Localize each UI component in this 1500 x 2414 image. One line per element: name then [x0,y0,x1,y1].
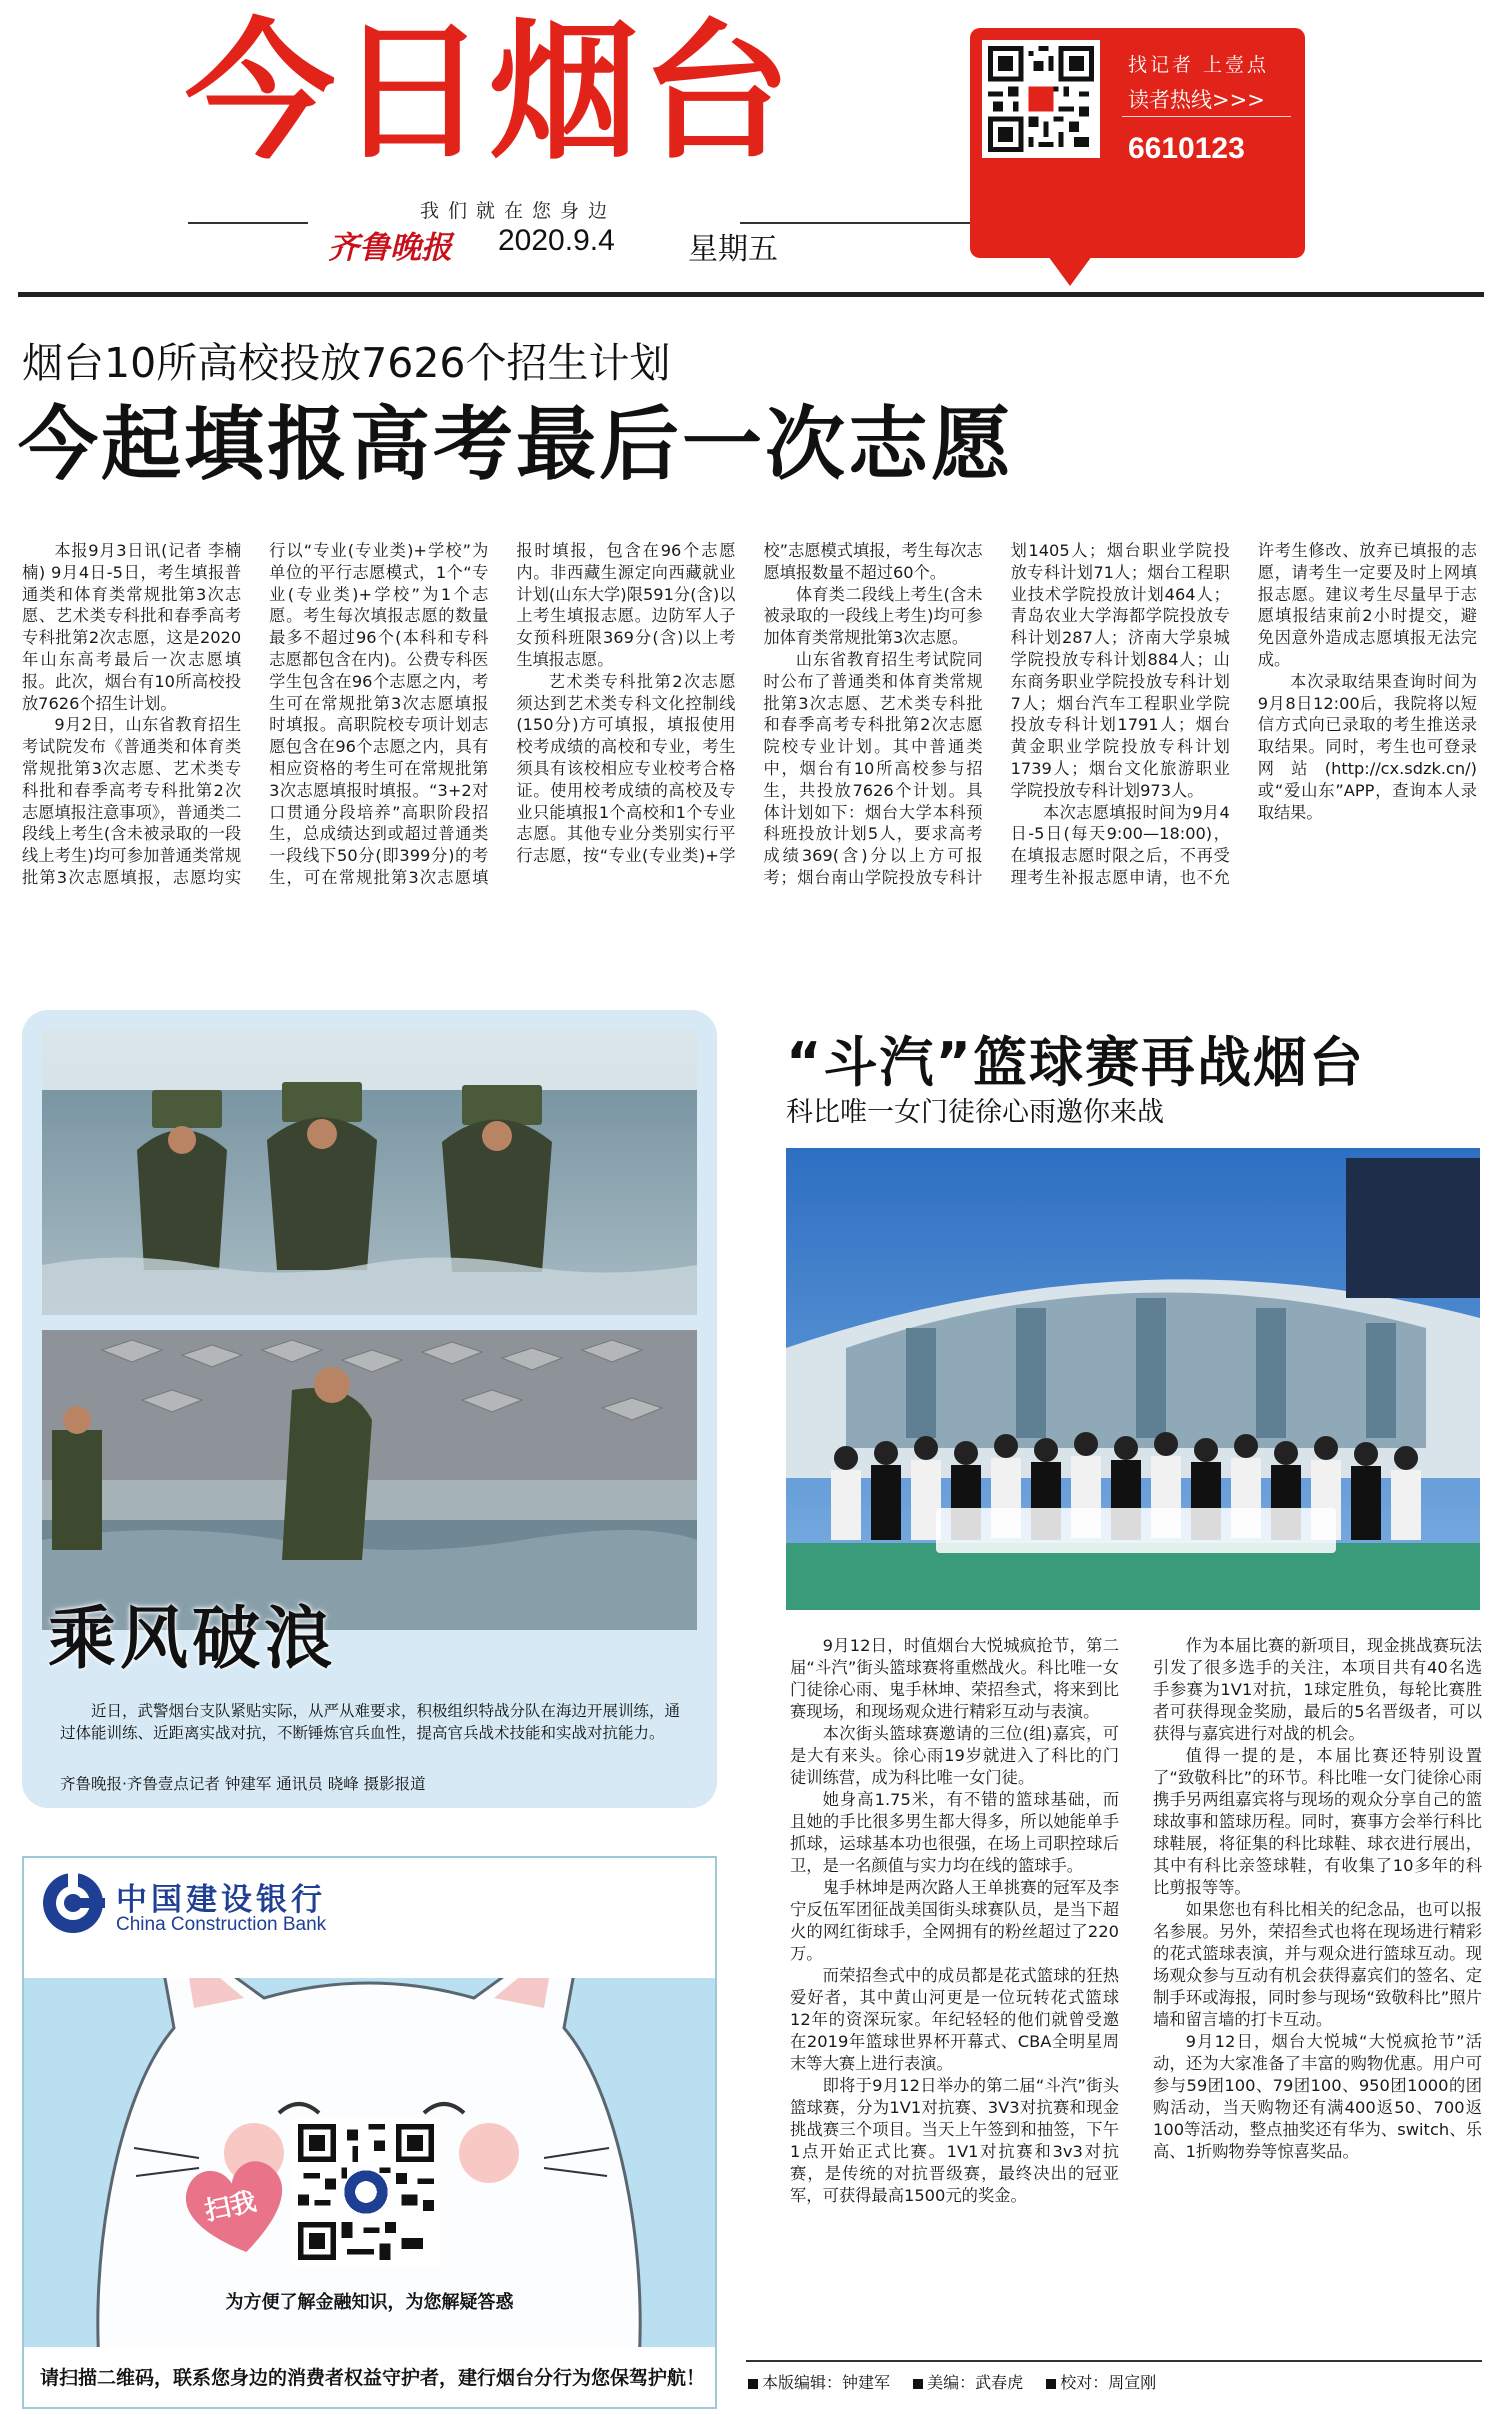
square-bullet-icon [1046,2379,1056,2389]
bank-name-en: China Construction Bank [116,1914,327,1935]
square-bullet-icon [748,2379,758,2389]
lead-paragraph: 本次志愿填报时间为9月4日-5日(每天9:00—18:00)，在填报志愿时限之后，不再受理考生补报志愿申请，也不允许考生修改、放弃已填报的志愿，请考生一定要及时上网填报志愿。建议考生尽量早于志愿填报结束前2小时提交，避免因意外造成志愿填报无法完成。 [1010,541,1477,887]
newspaper-brand: 齐鲁晚报 [328,230,452,266]
qr-code-icon[interactable] [982,40,1100,158]
training-photo-top [42,1030,697,1315]
page-credits [748,2370,1174,2393]
heart-label: 扫我 [201,2186,260,2228]
issue-weekday: 星期五 [688,232,778,267]
basketball-subtitle: 科比唯一女门徒徐心雨邀你来战 [786,1097,1164,1128]
credit-designer: 美编：武春虎 [927,2373,1024,2392]
hotline-line2: 读者热线>>> [1128,88,1265,112]
reader-hotline-box [970,28,1305,258]
lead-paragraph: 9月2日，山东省教育招生考试院发布《普通类和体育类常规批第3次志愿、艺术类专科批和春季高考专科批第2次志愿填报注意事项》，普通类二段线上考生(含未被录取的一段线上考生)均可参加普通类常规批第3次志愿填报，志愿均实行以“专业(专业类)+学校”为单位的平行志愿模式，1个“专业(专业类)+学校”为1个志愿。考生每次填报志愿的数量最多不超过96个(本科和专科志愿都包含在内)。公费专科医学生包含在96个志愿之内，考生可在常规批第3次志愿填报时填报。高职院校专项计划志愿包含在96个志愿之内，具有相应资格的考生可在常规批第3次志愿填报时填报。“3+2对口贯通分段培养”高职阶段招生，总成绩达到或超过普通类一段线下50分(即399分)的考生，可在常规批第3次志愿填报时填报，包含在96个志愿内。非西藏生源定向西藏就业计划(山东大学)限591分(含)以上考生填报志愿。边防军人子女预科班限369分(含)以上考生填报志愿。 [22,541,736,887]
top-divider [18,292,1484,297]
basketball-paragraph: 鬼手林坤是两次路人王单挑赛的冠军及李宁反伍军团征战美国街头球赛队员，是当下超火的网红街球手，全网拥有的粉丝超过了220万。 [790,1878,1119,1963]
basketball-paragraph: 9月12日，时值烟台大悦城疯抢节，第二届“斗汽”街头篮球赛将重燃战火。科比唯一女门徒徐心雨、鬼手林坤、荣招叁式，将来到比赛现场，和现场观众进行精彩互动与表演。 [790,1636,1119,1721]
credit-editor: 本版编辑：钟建军 [762,2373,891,2392]
lead-headline: 今起填报高考最后一次志愿 [18,398,1014,491]
lead-body [22,540,1477,940]
ad-header [24,1858,715,1978]
bank-name-cn: 中国建设银行 [116,1882,326,1918]
square-bullet-icon [913,2379,923,2389]
footer-divider [746,2360,1482,2362]
basketball-body [790,1635,1482,2335]
basketball-paragraph: 作为本届比赛的新项目，现金挑战赛玩法引发了很多选手的关注，本项目共有40名选手参赛为1V1对抗，1球定胜负，每轮比赛胜者可获得现金奖励，最后的5名晋级者，可以获得与嘉宾进行对战的机会。 [1153,1636,1482,1743]
lead-paragraph: 体育类二段线上考生(含未被录取的一段线上考生)均可参加体育类常规批第3次志愿。 [763,584,983,648]
hotline-line1: 找记者 上壹点 [1128,54,1270,76]
photo-story-credit: 齐鲁晚报·齐鲁壹点记者 钟建军 通讯员 晓峰 摄影报道 [60,1775,426,1793]
ad-footer-text: 请扫描二维码，联系您身边的消费者权益守护者，建行烟台分行为您保驾护航！ [40,2367,706,2389]
ad-qr-code-icon[interactable] [292,2118,440,2266]
basketball-paragraph: 9月12日，烟台大悦城“大悦疯抢节”活动，还为大家准备了丰富的购物优惠。用户可参与59团100、79团100、950团1000的团购活动，当天购物还有满400返50、700返100等活动，整点抽奖还有华为、switch、乐高、1折购物券等惊喜奖品。 [1153,2032,1482,2161]
masthead-rule-left [188,222,308,224]
hotline-divider [1122,116,1291,117]
credit-proofreader: 校对：周宣刚 [1060,2373,1157,2392]
hotline-number: 6610123 [1128,132,1245,165]
ad-footer [24,2347,715,2407]
basketball-paragraph: 如果您也有科比相关的纪念品，也可以报名参展。另外，荣招叁式也将在现场进行精彩的花式篮球表演，并与观众进行篮球互动。现场观众参与互动有机会获得嘉宾们的签名、定制手环或海报，同时参与现场“致敬科比”照片墙和留言墙的打卡互动。 [1153,1900,1482,2029]
basketball-group-photo [786,1148,1480,1610]
basketball-paragraph: 而荣招叁式中的成员都是花式篮球的狂热爱好者，其中黄山河更是一位玩转花式篮球12年的资深玩家。年纪轻轻的他们就曾受邀在2019年篮球世界杯开幕式、CBA全明星周末等大赛上进行表演。 [790,1966,1119,2073]
basketball-paragraph: 值得一提的是，本届比赛还特别设置了“致敬科比”的环节。科比唯一女门徒徐心雨携手另两组嘉宾将与现场的观众分享自己的篮球故事和篮球历程。同时，赛事方会举行科比球鞋展，将征集的科比球鞋、球衣进行展出，其中有科比亲签球鞋，有收集了10多年的科比剪报等等。 [1153,1746,1482,1897]
bank-advertisement [22,1856,717,2409]
photo-story-title: 乘风破浪 [48,1600,337,1679]
basketball-paragraph: 即将于9月12日举办的第二届“斗汽”街头篮球赛，分为1V1对抗赛、3V3对抗赛和现金挑战赛三个项目。当天上午签到和抽签，下午1点开始正式比赛。1V1对抗赛和3v3对抗赛，是传统的对抗晋级赛，最终决出的冠亚军，可获得最高1500元的奖金。 [790,2076,1119,2205]
lead-kicker: 烟台10所高校投放7626个招生计划 [22,339,671,387]
basketball-headline: “斗汽”篮球赛再战烟台 [786,1031,1365,1094]
basketball-paragraph: 她身高1.75米，有不错的篮球基础，而且她的手比很多男生都大得多，所以她能单手抓球，运球基本功也很强，在场上司职控球后卫，是一名颜值与实力均在线的篮球手。 [790,1790,1119,1875]
issue-date: 2020.9.4 [498,224,615,257]
lead-paragraph: 山东省教育招生考试院同时公布了普通类和体育类常规批第3次志愿、艺术类专科批和春季高考专科批第2次志愿院校专业计划。其中普通类中，烟台有10所高校参与招生，共投放7626个计划。具体计划如下：烟台大学本科预科班投放计划5人，要求高考成绩369(含)分以上方可报考；烟台南山学院投放专科计划1405人；烟台职业学院投放专科计划71人；烟台工程职业技术学院投放计划464人；青岛农业大学海都学院投放专科计划287人；济南大学泉城学院投放专科计划884人；山东商务职业学院投放专科计划7人；烟台汽车工程职业学院投放专科计划1791人；烟台黄金职业学院投放专科计划1739人；烟台文化旅游职业学院投放专科计划973人。 [763,541,1230,887]
ad-note: 为方便了解金融知识，为您解疑答惑 [225,2292,514,2313]
photo-story-caption: 近日，武警烟台支队紧贴实际，从严从难要求，积极组织特战分队在海边开展训练，通过体能训练、近距离实战对抗，不断锤炼官兵血性，提高官兵战术技能和实战对抗能力。 [60,1702,681,1742]
masthead-slogan: 我们就在您身边 [420,200,617,222]
lead-paragraph: 艺术类专科批第2次志愿须达到艺术类专科文化控制线(150分)方可填报，填报使用校考成绩的高校和专业，考生须具有该校相应专业校考合格证。使用校考成绩的高校及专业只能填报1个高校和1个专业志愿。其他专业分类别实行平行志愿，按“专业(专业类)+学校”志愿模式填报，考生每次志愿填报数量不超过60个。 [516,541,983,866]
ccb-logo-icon [40,1870,106,1936]
lead-paragraph: 本报9月3日讯(记者 李楠楠) 9月4日-5日，考生填报普通类和体育类常规批第3次志愿、艺术类专科批和春季高考专科批第2次志愿，这是2020年山东高考最后一次志愿填报。此次，烟台有10所高校投放7626个招生计划。 [22,541,242,713]
masthead-title: 今日烟台 [185,6,794,180]
lead-paragraph: 本次录取结果查询时间为9月8日12:00后，我院将以短信方式向已录取的考生推送录取结果。同时，考生也可登录网站(http://cx.sdzk.cn/)或“爱山东”APP，查询本人录取结果。 [1257,671,1477,822]
basketball-paragraph: 本次街头篮球赛邀请的三位(组)嘉宾，可是大有来头。徐心雨19岁就进入了科比的门徒训练营，成为科比唯一女门徒。 [790,1724,1119,1787]
